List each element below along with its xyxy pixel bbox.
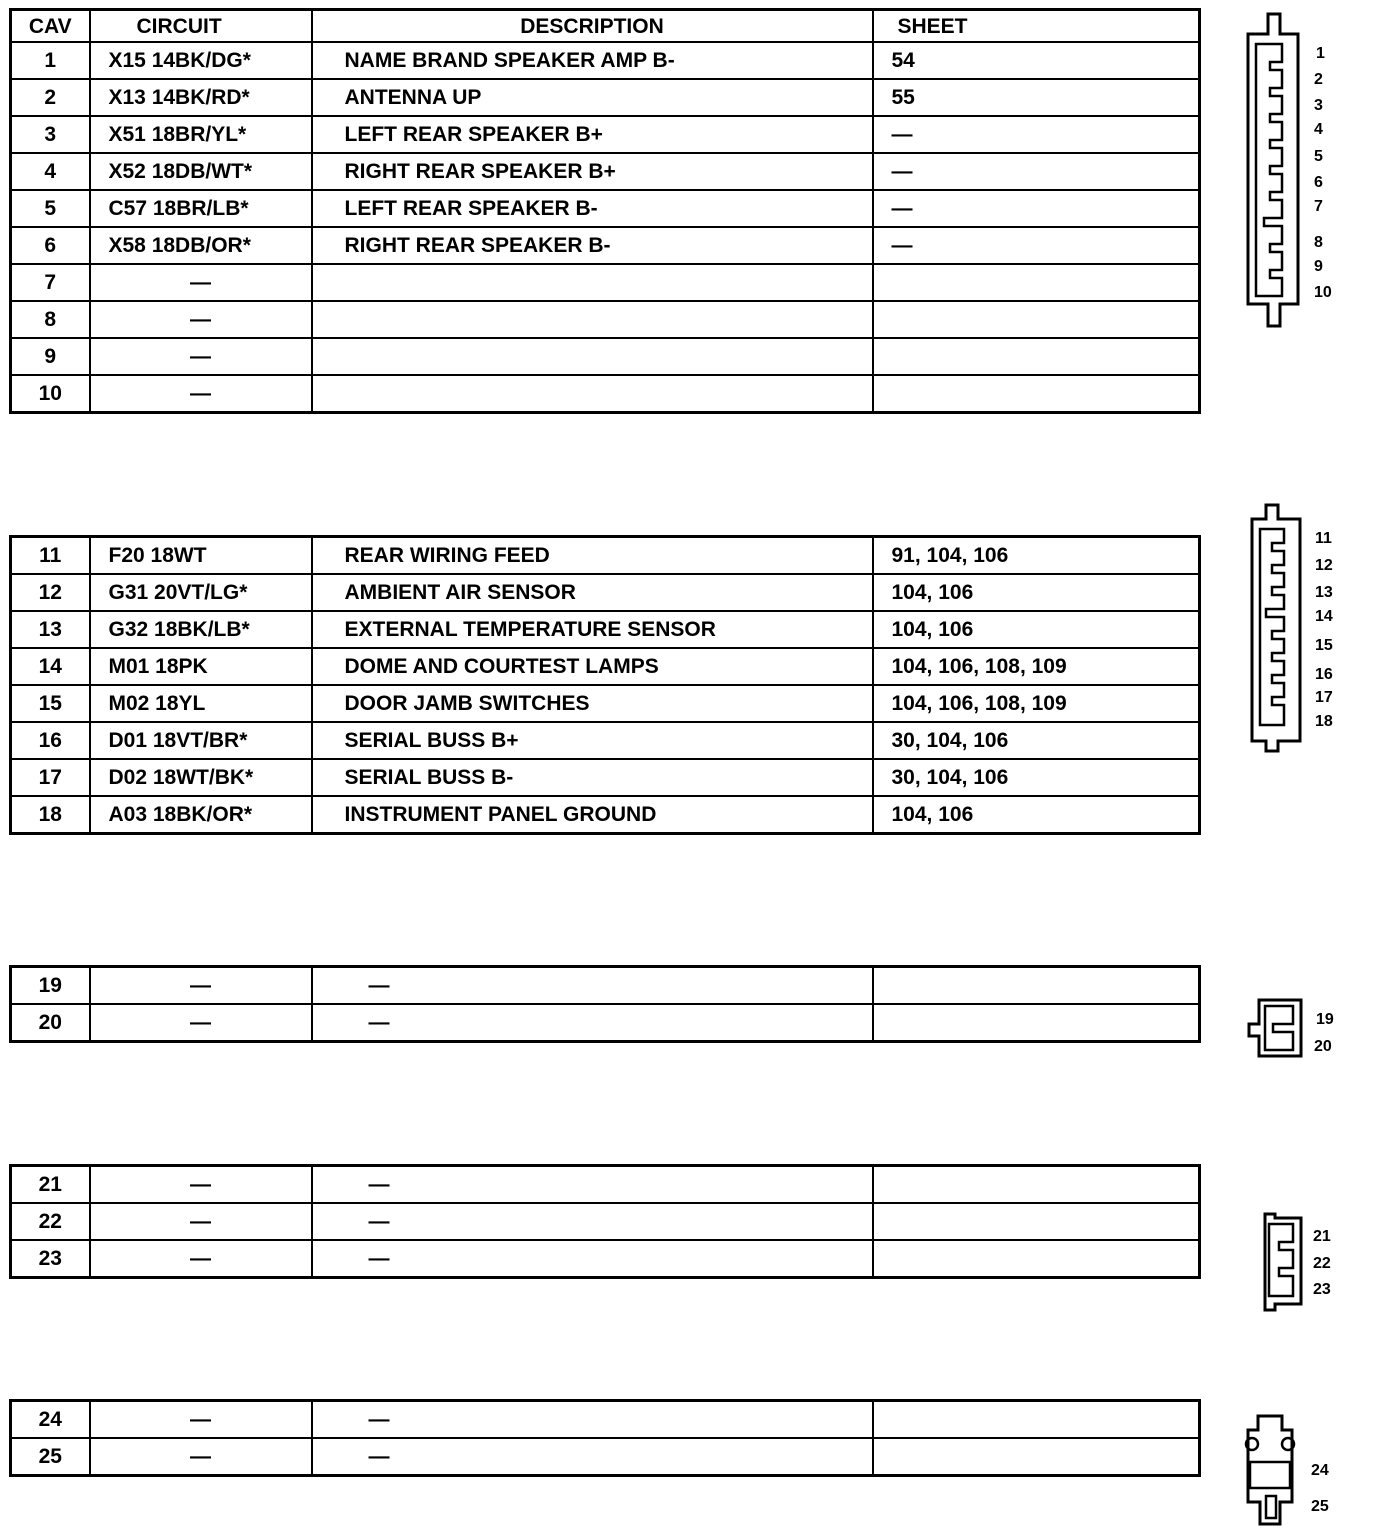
cav-cell: 1 [11, 42, 90, 79]
table-row [11, 227, 1200, 264]
sheet-cell: 91, 104, 106 [873, 537, 1200, 575]
circuit-cell: — [90, 301, 312, 338]
sheet-cell: 104, 106 [873, 611, 1200, 648]
circuit-cell: F20 18WT [90, 537, 312, 575]
description-cell: EXTERNAL TEMPERATURE SENSOR [312, 611, 873, 648]
description-cell: INSTRUMENT PANEL GROUND [312, 796, 873, 834]
pin-label: 18 [1315, 713, 1333, 730]
circuit-cell: — [90, 375, 312, 413]
connector-4-icon [1255, 1210, 1307, 1314]
description-cell: — [312, 1438, 873, 1476]
description-cell: LEFT REAR SPEAKER B- [312, 190, 873, 227]
table-row [11, 116, 1200, 153]
sheet-cell [873, 375, 1200, 413]
description-cell [312, 264, 873, 301]
table-row [11, 574, 1200, 611]
sheet-cell [873, 967, 1200, 1005]
cav-cell: 5 [11, 190, 90, 227]
table-2-body [11, 537, 1200, 834]
circuit-cell: X52 18DB/WT* [90, 153, 312, 190]
cav-cell: 2 [11, 79, 90, 116]
sheet-cell: — [873, 116, 1200, 153]
pin-label: 16 [1315, 666, 1333, 683]
pin-label: 15 [1315, 637, 1333, 654]
cav-cell: 25 [11, 1438, 90, 1476]
pin-label: 12 [1315, 557, 1333, 574]
cav-cell: 18 [11, 796, 90, 834]
description-cell: SERIAL BUSS B- [312, 759, 873, 796]
table-row [11, 759, 1200, 796]
circuit-cell: X58 18DB/OR* [90, 227, 312, 264]
description-cell [312, 301, 873, 338]
sheet-cell: 104, 106, 108, 109 [873, 685, 1200, 722]
cav-cell: 8 [11, 301, 90, 338]
pin-label: 17 [1315, 689, 1333, 706]
cav-cell: 17 [11, 759, 90, 796]
pin-label: 6 [1314, 174, 1323, 191]
table-row [11, 42, 1200, 79]
pin-label: 8 [1314, 234, 1323, 251]
sheet-cell [873, 1004, 1200, 1042]
connector-2-icon [1248, 503, 1308, 755]
cav-cell: 7 [11, 264, 90, 301]
circuit-cell: M02 18YL [90, 685, 312, 722]
circuit-cell: C57 18BR/LB* [90, 190, 312, 227]
sheet-cell: 55 [873, 79, 1200, 116]
table-5-body [11, 1401, 1200, 1476]
circuit-cell: — [90, 1166, 312, 1204]
table-row [11, 1004, 1200, 1042]
pin-label: 4 [1314, 121, 1323, 138]
circuit-cell: — [90, 1004, 312, 1042]
pin-label: 21 [1313, 1228, 1331, 1245]
circuit-cell: G31 20VT/LG* [90, 574, 312, 611]
pin-label: 1 [1316, 45, 1325, 62]
description-cell: RIGHT REAR SPEAKER B+ [312, 153, 873, 190]
cav-cell: 16 [11, 722, 90, 759]
cav-cell: 11 [11, 537, 90, 575]
cav-cell: 23 [11, 1240, 90, 1278]
pin-label: 20 [1314, 1038, 1332, 1055]
sheet-cell: 30, 104, 106 [873, 722, 1200, 759]
pin-label: 25 [1311, 1498, 1329, 1515]
pin-label: 13 [1315, 584, 1333, 601]
circuit-cell: X51 18BR/YL* [90, 116, 312, 153]
circuit-cell: A03 18BK/OR* [90, 796, 312, 834]
description-cell: — [312, 1401, 873, 1439]
pin-label: 11 [1315, 530, 1332, 547]
table-1-body [11, 42, 1200, 413]
cavity-table-4 [9, 1164, 1201, 1279]
table-row [11, 190, 1200, 227]
cavity-table-1 [9, 8, 1201, 414]
circuit-cell: — [90, 264, 312, 301]
table-row [11, 338, 1200, 375]
header-circuit: CIRCUIT [90, 10, 312, 43]
sheet-cell: — [873, 227, 1200, 264]
table-row [11, 153, 1200, 190]
sheet-cell [873, 1203, 1200, 1240]
table-row [11, 722, 1200, 759]
sheet-cell [873, 338, 1200, 375]
pin-label: 23 [1313, 1281, 1331, 1298]
pin-label: 19 [1316, 1011, 1334, 1028]
sheet-cell [873, 301, 1200, 338]
circuit-cell: — [90, 967, 312, 1005]
sheet-cell [873, 1438, 1200, 1476]
connector-1-icon [1240, 12, 1310, 332]
table-row [11, 685, 1200, 722]
sheet-cell: 54 [873, 42, 1200, 79]
table-row [11, 79, 1200, 116]
sheet-cell [873, 264, 1200, 301]
description-cell: DOOR JAMB SWITCHES [312, 685, 873, 722]
pin-label: 5 [1314, 148, 1323, 165]
description-cell: DOME AND COURTEST LAMPS [312, 648, 873, 685]
table-row [11, 537, 1200, 575]
cav-cell: 19 [11, 967, 90, 1005]
circuit-cell: G32 18BK/LB* [90, 611, 312, 648]
pin-label: 2 [1314, 71, 1323, 88]
header-cav: CAV [11, 10, 90, 43]
table-row [11, 1166, 1200, 1204]
circuit-cell: D02 18WT/BK* [90, 759, 312, 796]
pin-label: 3 [1314, 97, 1323, 114]
description-cell: ANTENNA UP [312, 79, 873, 116]
circuit-cell: — [90, 338, 312, 375]
description-cell: — [312, 1166, 873, 1204]
circuit-cell: — [90, 1240, 312, 1278]
connector-3-icon [1245, 996, 1307, 1062]
cav-cell: 4 [11, 153, 90, 190]
circuit-cell: — [90, 1203, 312, 1240]
cav-cell: 10 [11, 375, 90, 413]
description-cell: LEFT REAR SPEAKER B+ [312, 116, 873, 153]
cav-cell: 22 [11, 1203, 90, 1240]
table-row [11, 796, 1200, 834]
description-cell: NAME BRAND SPEAKER AMP B- [312, 42, 873, 79]
table-row [11, 301, 1200, 338]
table-row [11, 1240, 1200, 1278]
header-description: DESCRIPTION [312, 10, 873, 43]
cav-cell: 13 [11, 611, 90, 648]
circuit-cell: — [90, 1438, 312, 1476]
sheet-cell: 104, 106 [873, 574, 1200, 611]
cav-cell: 21 [11, 1166, 90, 1204]
sheet-cell: — [873, 153, 1200, 190]
table-row [11, 611, 1200, 648]
sheet-cell: 104, 106 [873, 796, 1200, 834]
description-cell: SERIAL BUSS B+ [312, 722, 873, 759]
sheet-cell [873, 1166, 1200, 1204]
table-row [11, 967, 1200, 1005]
sheet-cell [873, 1240, 1200, 1278]
table-4-body [11, 1166, 1200, 1278]
cav-cell: 14 [11, 648, 90, 685]
sheet-cell: — [873, 190, 1200, 227]
description-cell: REAR WIRING FEED [312, 537, 873, 575]
description-cell [312, 375, 873, 413]
description-cell [312, 338, 873, 375]
pin-label: 7 [1314, 198, 1323, 215]
table-3-body [11, 967, 1200, 1042]
circuit-cell: — [90, 1401, 312, 1439]
cavity-table-5 [9, 1399, 1201, 1477]
sheet-cell: 104, 106, 108, 109 [873, 648, 1200, 685]
cav-cell: 6 [11, 227, 90, 264]
circuit-cell: X13 14BK/RD* [90, 79, 312, 116]
description-cell: — [312, 1004, 873, 1042]
description-cell: — [312, 1203, 873, 1240]
pin-label: 24 [1311, 1462, 1329, 1479]
cavity-table-3 [9, 965, 1201, 1043]
cav-cell: 12 [11, 574, 90, 611]
circuit-cell: D01 18VT/BR* [90, 722, 312, 759]
sheet-cell: 30, 104, 106 [873, 759, 1200, 796]
pin-label: 10 [1314, 284, 1332, 301]
cav-cell: 20 [11, 1004, 90, 1042]
description-cell: RIGHT REAR SPEAKER B- [312, 227, 873, 264]
cav-cell: 9 [11, 338, 90, 375]
circuit-cell: X15 14BK/DG* [90, 42, 312, 79]
description-cell: — [312, 1240, 873, 1278]
cavity-table-2 [9, 535, 1201, 835]
table-row [11, 375, 1200, 413]
table-row [11, 1203, 1200, 1240]
table-row [11, 1438, 1200, 1476]
pin-label: 14 [1315, 608, 1333, 625]
cav-cell: 3 [11, 116, 90, 153]
sheet-cell [873, 1401, 1200, 1439]
table-row [11, 264, 1200, 301]
connector-5-icon [1236, 1410, 1306, 1528]
pin-label: 22 [1313, 1255, 1331, 1272]
cav-cell: 15 [11, 685, 90, 722]
cav-cell: 24 [11, 1401, 90, 1439]
pin-label: 9 [1314, 258, 1323, 275]
description-cell: — [312, 967, 873, 1005]
circuit-cell: M01 18PK [90, 648, 312, 685]
table-row [11, 1401, 1200, 1439]
table-header [11, 10, 1200, 43]
table-row [11, 648, 1200, 685]
header-sheet: SHEET [873, 10, 1200, 43]
description-cell: AMBIENT AIR SENSOR [312, 574, 873, 611]
